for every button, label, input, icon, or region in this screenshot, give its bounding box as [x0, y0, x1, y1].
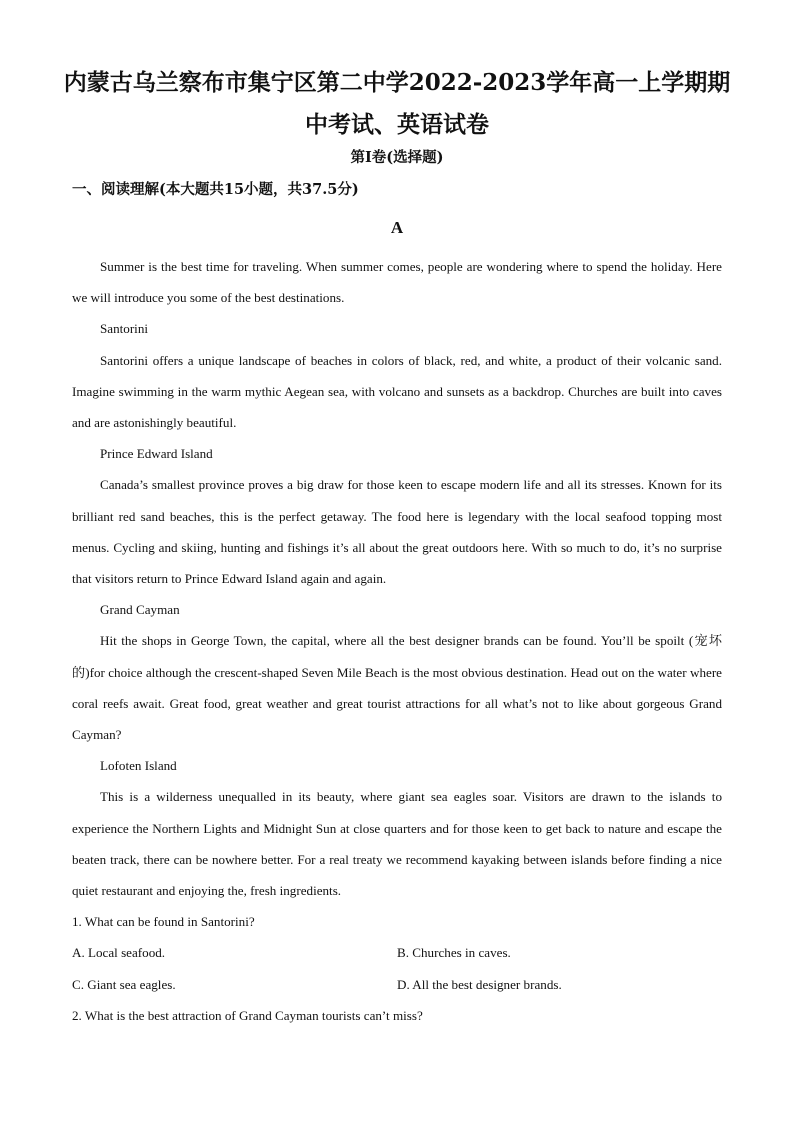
- question-1: 1. What can be found in Santorini?: [72, 914, 255, 930]
- passage-label: A: [390, 218, 404, 237]
- option-b: B. Churches in caves.: [397, 945, 511, 961]
- part-heading: 第I卷(选择题): [350, 149, 444, 166]
- prince-edward-island-paragraph: Canada’s smallest province proves a big draw for those keen to escape modern life and all its stresses. Known for its brilliant red sand beaches, this is the perfect getaway. The food here is legendary with the local seafood topping most menus. Cycling and skiing, hunting and fishings it’s all about the great outdoors here. With so much to do, it’s no surprise that visitors return to Prince Edward Island again and again.: [72, 477, 722, 587]
- grand-cayman-paragraph: Hit the shops in George Town, the capital, where all the best designer brands can be found. You’ll be spoilt (宠坏的)for choice although the crescent-shaped Seven Mile Beach is the most obvious destination. Head out on the water where coral reefs await. Great food, great weather and great tourist attractions for all what’s not to like about gorgeous Grand Cayman?: [72, 633, 722, 743]
- passage-body: [72, 251, 722, 1031]
- option-d: D. All the best designer brands.: [397, 976, 562, 992]
- exam-title: 内蒙古乌兰察布市集宁区第二中学2022-2023学年高一上学期期中考试、英语试卷: [63, 69, 731, 138]
- destination-heading-lofoten-island: Lofoten Island: [100, 758, 177, 774]
- question-2: 2. What is the best attraction of Grand Cayman tourists can’t miss?: [72, 1007, 423, 1023]
- option-a: A. Local seafood.: [72, 945, 166, 961]
- santorini-paragraph: Santorini offers a unique landscape of beaches in colors of black, red, and white, a product of their volcanic sand. Imagine swimming in the warm mythic Aegean sea, with volcano and sunsets as a backdrop. Churches are built into caves and are astonishingly beautiful.: [72, 352, 722, 431]
- section-heading: 一、阅读理解(本大题共15小题，共37.5分): [72, 181, 359, 198]
- destination-heading-prince-edward-island: Prince Edward Island: [100, 446, 213, 462]
- destination-heading-santorini: Santorini: [100, 321, 149, 337]
- question-1-options-row-1: [72, 937, 722, 968]
- destination-heading-grand-cayman: Grand Cayman: [100, 602, 180, 618]
- intro-paragraph: Summer is the best time for traveling. When summer comes, people are wondering where to spend the holiday. Here we will introduce you some of the best destinations.: [72, 259, 722, 306]
- question-1-options-row-2: [72, 969, 722, 1000]
- lofoten-island-paragraph: This is a wilderness unequalled in its beauty, where giant sea eagles soar. Visitors are drawn to the islands to experience the Northern Lights and Midnight Sun at close quarters and for those keen to get back to nature and escape the beaten track, there can be nowhere better. For a real treaty we recommend kayaking between islands before finding a nice quiet restaurant and enjoying the, fresh ingredients.: [72, 789, 722, 899]
- option-c: C. Giant sea eagles.: [72, 976, 176, 992]
